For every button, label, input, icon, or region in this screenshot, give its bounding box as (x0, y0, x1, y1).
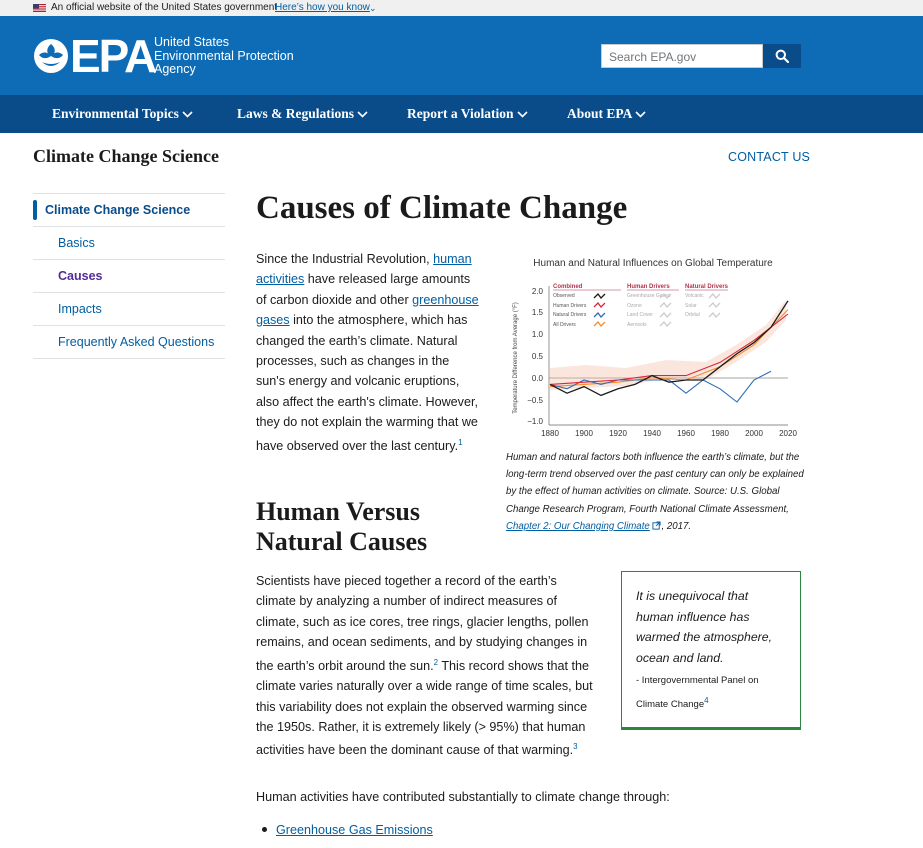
footnote-1-link[interactable]: 1 (458, 437, 463, 447)
x-tick-label: 2020 (779, 429, 797, 438)
agency-name-line-3: Agency (154, 62, 196, 76)
chevron-down-icon (357, 95, 368, 133)
footnote-3-link[interactable]: 3 (573, 742, 578, 752)
agency-name-line-1: United States (154, 35, 230, 49)
figure-caption (506, 449, 804, 535)
legend-orbital: Orbital (685, 312, 700, 318)
x-tick-label: 1920 (609, 429, 627, 438)
quote-text: It is unequivocal that human influence has warmed the atmosphere, ocean and land. (636, 589, 773, 666)
intro-text-3: into the atmosphere, which has changed the earth’s climate. Natural processes, such as changes in the sun's energy and volcanic eruptions, also affect the earth's climate. However, they do not explain the warming that we have observed over the last century. (256, 313, 478, 453)
temperature-chart (506, 250, 801, 445)
sidebar-item-faq[interactable]: Frequently Asked Questions (33, 326, 225, 359)
nav-environmental-topics[interactable] (52, 95, 193, 133)
nav-label: Environmental Topics (52, 106, 179, 121)
nav-laws-regulations[interactable] (237, 95, 368, 133)
section-title[interactable]: Climate Change Science (33, 146, 219, 166)
bullet-dot (262, 827, 267, 832)
nav-report-a-violation[interactable] (407, 95, 528, 133)
x-tick-label: 1980 (711, 429, 729, 438)
legend-solar: Solar (685, 303, 697, 309)
epa-flower-logo-icon[interactable] (33, 38, 69, 74)
main-nav (0, 95, 923, 133)
legend-observed: Observed (553, 293, 575, 299)
legend-volcanic: Volcanic (685, 293, 704, 299)
x-tick-label: 1880 (541, 429, 559, 438)
list-item (262, 823, 433, 837)
y-tick-label: 0.0 (531, 374, 543, 383)
search-input[interactable]: Search EPA.gov (601, 44, 763, 68)
side-navigation (33, 193, 225, 359)
body-text-2: This record shows that the climate varies naturally over a wide range of time scales, but this variability does not explain the observed warming since the 1950s. Rather, it is extremely likely (> 95%) that human activities have been the dominant cause of that warming. (256, 658, 593, 758)
lead-sentence: Human activities have contributed substantially to climate change through: (256, 790, 670, 804)
y-tick-label: −0.5 (527, 396, 543, 405)
us-flag-icon (33, 4, 46, 12)
agency-name-line-2: Environmental Protection (154, 48, 294, 63)
sidebar-item-impacts[interactable]: Impacts (33, 293, 225, 326)
nav-label: Report a Violation (407, 106, 514, 121)
quote-source (636, 671, 786, 715)
caption-text: Human and natural factors both influence the earth’s climate, but the long-term trend observed over the past century can only be explained by the effect of human activities on climate. Source: U.S. Global Change Research Program, Fourth National Climate Assessment, (506, 452, 804, 515)
nav-label: About EPA (567, 106, 633, 121)
chevron-down-icon[interactable]: ⌄ (369, 3, 377, 13)
gov-banner (0, 0, 923, 16)
search-icon (775, 49, 789, 63)
sidebar-item-basics[interactable]: Basics (33, 227, 225, 260)
greenhouse-gas-emissions-link[interactable]: Greenhouse Gas Emissions (276, 823, 433, 837)
temperature-figure (506, 250, 801, 450)
legend-ozone: Ozone (627, 303, 642, 309)
section-heading-human-vs-natural: Human Versus Natural Causes (256, 497, 428, 556)
chart-title: Human and Natural Influences on Global Temperature (533, 258, 773, 269)
human-activities-link[interactable]: human activities (256, 252, 472, 287)
legend-land-cover: Land Cover (627, 312, 653, 318)
y-tick-label: −1.0 (527, 417, 543, 426)
legend-human-drivers: Human Drivers (553, 303, 587, 309)
agency-name (154, 36, 294, 77)
y-tick-label: 2.0 (531, 287, 543, 296)
footnote-4-link[interactable]: 4 (704, 695, 709, 705)
chart-y-axis-label: Temperature Difference from Average (°F) (513, 302, 519, 414)
y-tick-label: 0.5 (531, 352, 543, 361)
gov-banner-text: An official website of the United States government (51, 2, 278, 13)
sidebar-item-climate-change-science[interactable]: Climate Change Science (33, 194, 225, 227)
nav-label: Laws & Regulations (237, 106, 355, 121)
chevron-down-icon (635, 95, 646, 133)
sidebar-item-causes[interactable]: Causes (33, 260, 225, 293)
chevron-down-icon (182, 95, 193, 133)
legend-all-drivers: All Drivers (553, 322, 576, 328)
quote-source-text: - Intergovernmental Panel on Climate Change (636, 674, 759, 710)
x-tick-label: 2000 (745, 429, 763, 438)
intro-paragraph (256, 249, 481, 456)
ipcc-quote-box (621, 571, 801, 730)
x-tick-label: 1940 (643, 429, 661, 438)
heres-how-you-know-link[interactable]: Here’s how you know (275, 2, 370, 13)
legend-aerosols: Aerosols (627, 322, 647, 328)
intro-text-2: have released large amounts of carbon dioxide and other (256, 272, 471, 307)
y-tick-label: 1.0 (531, 330, 543, 339)
y-tick-label: 1.5 (531, 308, 543, 317)
legend-natural-drivers: Natural Drivers (553, 312, 587, 318)
legend-natural-heading: Natural Drivers (685, 284, 729, 290)
caption-year: , 2017. (661, 520, 692, 532)
legend-greenhouse-gases: Greenhouse Gases (627, 293, 671, 299)
chevron-down-icon (517, 95, 528, 133)
site-header (0, 16, 923, 95)
x-tick-label: 1960 (677, 429, 695, 438)
body-paragraph (256, 571, 596, 761)
legend-combined-heading: Combined (553, 284, 583, 290)
x-tick-label: 1900 (575, 429, 593, 438)
chapter-2-link[interactable]: Chapter 2: Our Changing Climate (506, 520, 650, 532)
epa-logo-text[interactable]: EPA (70, 30, 156, 82)
body-text-1: Scientists have pieced together a record of the earth’s climate by analyzing a number of indirect measures of climate, such as ice cores, tree rings, glacier lengths, pollen remains, and ocean sediments, and by studying changes in the earth’s orbit around the sun. (256, 574, 589, 673)
contact-us-link[interactable]: CONTACT US (728, 150, 811, 164)
intro-text-1: Since the Industrial Revolution, (256, 252, 434, 266)
greenhouse-gases-link[interactable]: greenhouse gases (256, 292, 479, 328)
legend-human-heading: Human Drivers (627, 284, 670, 290)
nav-about-epa[interactable] (567, 95, 646, 133)
page-title: Causes of Climate Change (256, 190, 628, 226)
footnote-2-link[interactable]: 2 (433, 657, 439, 667)
search-button[interactable] (763, 44, 801, 68)
